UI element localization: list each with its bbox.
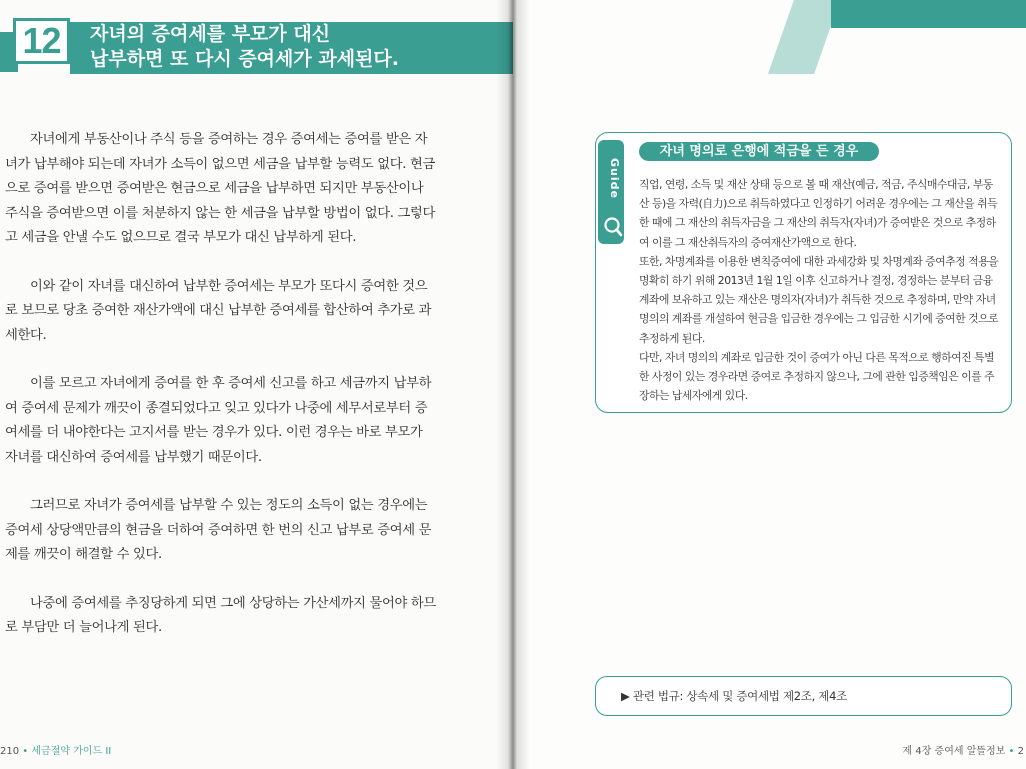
book-gutter-shadow [496,0,530,769]
footer-separator-right: • [1008,746,1015,757]
footer-separator: • [22,746,29,757]
page-title [90,22,510,72]
chapter-number-box [13,18,70,64]
footer-page-number-right: 2 [1017,746,1024,757]
right-page [513,0,1026,769]
page-title-line1: 자녀의 증여세를 부모가 대신 [90,23,331,45]
footer-page-number: 210 [0,746,20,757]
body-paragraph-2: 이와 같이 자녀를 대신하여 납부한 증여세는 부모가 또다시 증여한 것으로 보므로 당초 증여한 재산가액에 대신 납부한 증여세를 합산하여 추가로 과세한다. [5,278,432,343]
magnifier-icon [600,212,624,242]
body-text [5,128,437,665]
chapter-number: 12 [22,20,61,61]
body-paragraph-3: 이를 모르고 자녀에게 증여를 한 후 증여세 신고를 하고 세금까지 납부하여 증여세 문제가 깨끗이 종결되었다고 잊고 있다가 나중에 세무서로부터 증여세를 더 내야한다는 고지서를 받는 경우가 있다. 이런 경우는 바로 부모가 자녀를 대신하여 증여세를 납부했기 때문이다. [5,376,432,465]
page-title-line2: 납부하면 또 다시 증여세가 과세된다. [90,48,399,70]
header-deco-light [768,0,840,74]
footer-book-title: 세금절약 가이드 II [31,746,112,757]
body-paragraph-5: 나중에 증여세를 추징당하게 되면 그에 상당하는 가산세까지 물어야 하므로 부담만 더 늘어나게 된다. [5,595,436,635]
guide-paragraph-1: 직업, 연령, 소득 및 재산 상태 등으로 볼 때 재산(예금, 적금, 주식매수대금, 부동산 등)을 자력(自力)으로 취득하였다고 인정하기 어려운 경우에는 그 재산을 취득한 때에 그 재산의 취득자금을 그 재산의 취득자(자녀)가 증여받은 것으로 추정하여 이를 그 재산취득자의 증여재산가액으로 한다. [639,178,998,249]
guide-paragraph-2: 또한, 차명계좌를 이용한 변칙증여에 대한 과세강화 및 차명계좌 증여추정 적용을 명확히 하기 위해 2013년 1월 1일 이후 신고하거나 결정, 경정하는 분부터 금융계좌에 보유하고 있는 재산은 명의자(자녀)가 취득한 것으로 추정하며, 만약 자녀 명의의 계좌를 개설하여 현금을 입금한 경우에는 그 입금한 시기에 증여한 것으로 추정하게 된다. [639,254,999,345]
guide-heading: 자녀 명의로 은행에 적금을 든 경우 [639,142,879,161]
body-paragraph-4: 그러므로 자녀가 증여세를 납부할 수 있는 정도의 소득이 없는 경우에는 증여세 상당액만큼의 현금을 더하여 증여하면 한 번의 신고 납부로 증여세 문제를 깨끗이 해결할 수 있다. [5,498,432,562]
guide-paragraph-3: 다만, 자녀 명의의 계좌로 입금한 것이 증여가 아닌 다른 목적으로 행하여진 특별한 사정이 있는 경우라면 증여로 추정하지 않으나, 그에 관한 입증책임은 이를 주장하는 납세자에게 있다. [639,350,995,403]
law-reference: ▶ 관련 법규: 상속세 및 증여세법 제2조, 제4조 [621,689,847,703]
footer-chapter: 제 4장 증여세 알뜰정보 [902,746,1006,757]
footer-right [903,742,1025,757]
header-deco-dark [831,0,1026,28]
guide-text [639,175,1001,405]
footer-left [0,742,111,757]
body-paragraph-1: 자녀에게 부동산이나 주식 등을 증여하는 경우 증여세는 증여를 받은 자녀가 납부해야 되는데 자녀가 소득이 없으면 세금을 납부할 능력도 없다. 현금으로 증여를 받으면 증여받은 현금으로 세금을 납부하면 되지만 부동산이나 주식을 증여받으면 이를 처분하지 않는 한 세금을 납부할 방법이 없다. 그렇다고 세금을 안낼 수도 없으므로 결국 부모가 대신 납부하게 된다. [5,132,435,245]
guide-label: Guide [608,158,621,199]
